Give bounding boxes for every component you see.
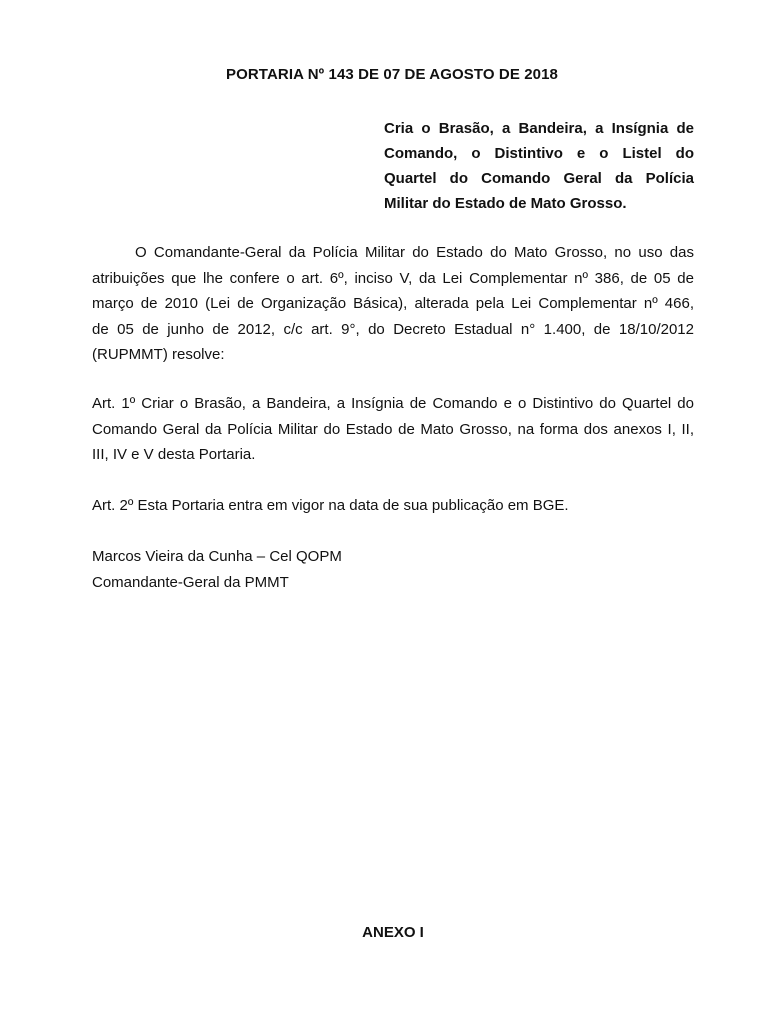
preamble-line: (RUPMMT) resolve:	[92, 346, 225, 363]
document-title: PORTARIA Nº 143 DE 07 DE AGOSTO DE 2018	[226, 66, 558, 83]
ementa-line: Cria o Brasão, a Bandeira, a Insígnia de	[384, 120, 694, 137]
ementa-line: Quartel do Comando Geral da Polícia	[384, 170, 694, 187]
article-2-line: Art. 2º Esta Portaria entra em vigor na data de sua publicação em BGE.	[92, 497, 569, 514]
article-1-line: Comando Geral da Polícia Militar do Estado de Mato Grosso, na forma dos anexos I, II,	[92, 420, 694, 438]
annex-heading: ANEXO I	[362, 924, 424, 941]
signature-block	[92, 544, 694, 595]
article-2	[92, 493, 694, 519]
signatory-role: Comandante-Geral da PMMT	[92, 573, 289, 591]
preamble-line: atribuições que lhe confere o art. 6º, inciso V, da Lei Complementar nº 386, de 05 de	[92, 269, 694, 287]
preamble-line: O Comandante-Geral da Polícia Militar do Estado do Mato Grosso, no uso das	[135, 244, 694, 261]
article-1-line: III, IV e V desta Portaria.	[92, 446, 256, 463]
ementa-line: Militar do Estado de Mato Grosso.	[384, 195, 627, 212]
ementa	[384, 116, 694, 216]
ementa-line: Comando, o Distintivo e o Listel do	[384, 145, 694, 162]
article-1	[92, 391, 694, 468]
article-1-line: Art. 1º Criar o Brasão, a Bandeira, a Insígnia de Comando e o Distintivo do Quartel do	[92, 395, 694, 412]
preamble-line: março de 2010 (Lei de Organização Básica), alterada pela Lei Complementar nº 466,	[92, 295, 694, 312]
preamble-line: de 05 de junho de 2012, c/c art. 9°, do Decreto Estadual n° 1.400, de 18/10/2012	[92, 320, 694, 338]
signatory-name: Marcos Vieira da Cunha – Cel QOPM	[92, 548, 342, 565]
preamble-paragraph	[92, 240, 694, 368]
